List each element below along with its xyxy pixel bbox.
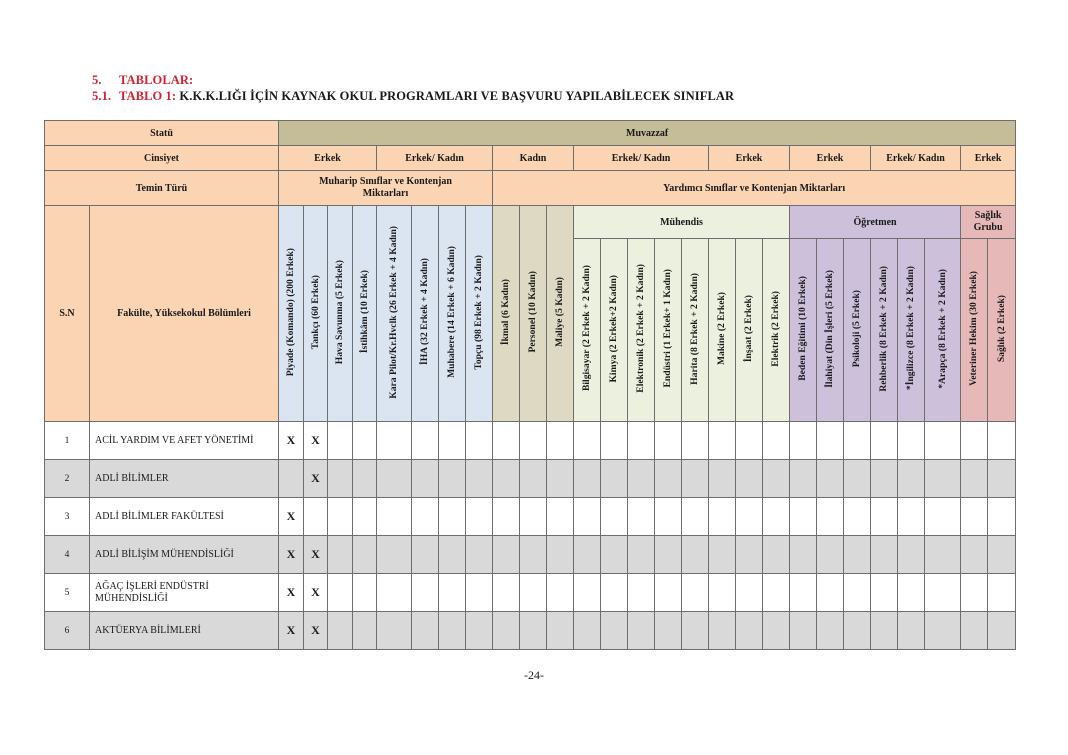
column-header: Personel (10 Kadın) <box>520 206 547 422</box>
cinsiyet-group: Erkek <box>709 146 790 171</box>
statu-label: Statü <box>45 121 279 146</box>
empty-cell <box>844 422 871 460</box>
empty-cell <box>709 612 736 650</box>
empty-cell <box>601 460 628 498</box>
row-faculty-name: AKTÜERYA BİLİMLERİ <box>90 612 279 650</box>
table-row <box>45 498 1016 536</box>
table-row <box>45 536 1016 574</box>
empty-cell <box>412 422 439 460</box>
empty-cell <box>655 536 682 574</box>
empty-cell <box>466 422 493 460</box>
empty-cell <box>871 422 898 460</box>
empty-cell <box>844 612 871 650</box>
eligibility-mark: X <box>279 536 304 574</box>
column-header: İlahiyat (Din İşleri (5 Erkek) <box>817 239 844 422</box>
empty-cell <box>988 498 1016 536</box>
empty-cell <box>817 574 844 612</box>
column-header: Elektrik (2 Erkek) <box>763 239 790 422</box>
empty-cell <box>493 574 520 612</box>
section-title: TABLOLAR: <box>119 73 194 87</box>
column-header: Muhabere (14 Erkek + 6 Kadın) <box>439 206 466 422</box>
row-sn: 5 <box>45 574 90 612</box>
cinsiyet-group: Erkek/ Kadın <box>574 146 709 171</box>
column-header: Tankçı (60 Erkek) <box>304 206 328 422</box>
cinsiyet-group: Erkek/ Kadın <box>377 146 493 171</box>
empty-cell <box>304 498 328 536</box>
empty-cell <box>547 498 574 536</box>
empty-cell <box>898 536 925 574</box>
empty-cell <box>439 612 466 650</box>
group-saglik: Sağlık Grubu <box>961 206 1016 239</box>
cinsiyet-label: Cinsiyet <box>45 146 279 171</box>
section-heading <box>92 73 193 88</box>
empty-cell <box>763 422 790 460</box>
cinsiyet-group: Erkek <box>961 146 1016 171</box>
empty-cell <box>574 574 601 612</box>
empty-cell <box>574 498 601 536</box>
empty-cell <box>377 536 412 574</box>
empty-cell <box>844 498 871 536</box>
empty-cell <box>844 536 871 574</box>
empty-cell <box>763 460 790 498</box>
empty-cell <box>682 536 709 574</box>
empty-cell <box>790 460 817 498</box>
empty-cell <box>439 574 466 612</box>
empty-cell <box>628 422 655 460</box>
empty-cell <box>279 460 304 498</box>
column-header: Piyade (Komando) (200 Erkek) <box>279 206 304 422</box>
empty-cell <box>682 612 709 650</box>
eligibility-mark: X <box>304 460 328 498</box>
empty-cell <box>871 498 898 536</box>
column-header: İnşaat (2 Erkek) <box>736 239 763 422</box>
empty-cell <box>925 574 961 612</box>
empty-cell <box>736 460 763 498</box>
row-sn: 6 <box>45 612 90 650</box>
column-header: Rehberlik (8 Erkek + 2 Kadın) <box>871 239 898 422</box>
page-number: -24- <box>524 668 544 682</box>
empty-cell <box>328 422 353 460</box>
empty-cell <box>736 422 763 460</box>
empty-cell <box>377 422 412 460</box>
empty-cell <box>655 460 682 498</box>
empty-cell <box>377 612 412 650</box>
empty-cell <box>353 422 377 460</box>
empty-cell <box>709 422 736 460</box>
empty-cell <box>412 498 439 536</box>
empty-cell <box>574 612 601 650</box>
empty-cell <box>628 612 655 650</box>
row-sn: 4 <box>45 536 90 574</box>
table-row <box>45 460 1016 498</box>
empty-cell <box>466 460 493 498</box>
empty-cell <box>817 422 844 460</box>
empty-cell <box>682 498 709 536</box>
column-header: Veteriner Hekim (30 Erkek) <box>961 239 988 422</box>
empty-cell <box>655 574 682 612</box>
empty-cell <box>574 460 601 498</box>
eligibility-mark: X <box>304 574 328 612</box>
column-header: İHA (32 Erkek + 4 Kadın) <box>412 206 439 422</box>
empty-cell <box>709 460 736 498</box>
table-body <box>45 422 1016 650</box>
empty-cell <box>763 498 790 536</box>
table-row <box>45 574 1016 612</box>
empty-cell <box>709 574 736 612</box>
empty-cell <box>709 536 736 574</box>
empty-cell <box>961 536 988 574</box>
empty-cell <box>377 498 412 536</box>
empty-cell <box>493 422 520 460</box>
empty-cell <box>988 422 1016 460</box>
empty-cell <box>466 498 493 536</box>
empty-cell <box>961 574 988 612</box>
section-number: 5. <box>92 73 102 87</box>
empty-cell <box>574 422 601 460</box>
column-header: İstihkâm (10 Erkek) <box>353 206 377 422</box>
eligibility-mark: X <box>279 498 304 536</box>
empty-cell <box>763 612 790 650</box>
row-sn: 2 <box>45 460 90 498</box>
empty-cell <box>790 422 817 460</box>
empty-cell <box>520 574 547 612</box>
empty-cell <box>547 612 574 650</box>
empty-cell <box>763 574 790 612</box>
empty-cell <box>601 536 628 574</box>
empty-cell <box>493 460 520 498</box>
empty-cell <box>925 460 961 498</box>
empty-cell <box>844 460 871 498</box>
empty-cell <box>961 460 988 498</box>
row-faculty-name: AĞAÇ İŞLERİ ENDÜSTRİ MÜHENDİSLİĞİ <box>90 574 279 612</box>
column-header: Endüstri (1 Erkek+ 1 Kadın) <box>655 239 682 422</box>
column-header: *İngilizce (8 Erkek + 2 Kadın) <box>898 239 925 422</box>
empty-cell <box>817 460 844 498</box>
empty-cell <box>925 422 961 460</box>
empty-cell <box>736 574 763 612</box>
empty-cell <box>871 574 898 612</box>
empty-cell <box>898 460 925 498</box>
empty-cell <box>601 574 628 612</box>
empty-cell <box>412 574 439 612</box>
empty-cell <box>328 498 353 536</box>
empty-cell <box>790 612 817 650</box>
column-header: İkmal (6 Kadın) <box>493 206 520 422</box>
empty-cell <box>547 460 574 498</box>
empty-cell <box>547 422 574 460</box>
eligibility-mark: X <box>304 422 328 460</box>
column-header: *Arapça (8 Erkek + 2 Kadın) <box>925 239 961 422</box>
empty-cell <box>790 498 817 536</box>
empty-cell <box>547 536 574 574</box>
temin-label: Temin Türü <box>45 171 279 206</box>
empty-cell <box>439 460 466 498</box>
eligibility-mark: X <box>279 612 304 650</box>
empty-cell <box>871 536 898 574</box>
empty-cell <box>574 536 601 574</box>
column-header: Sağlık (2 Erkek) <box>988 239 1016 422</box>
empty-cell <box>925 536 961 574</box>
cinsiyet-group: Erkek <box>279 146 377 171</box>
empty-cell <box>377 460 412 498</box>
eligibility-mark: X <box>304 536 328 574</box>
empty-cell <box>328 536 353 574</box>
table-row <box>45 612 1016 650</box>
column-header: Harita (8 Erkek + 2 Kadın) <box>682 239 709 422</box>
eligibility-mark: X <box>304 612 328 650</box>
faculty-header: Fakülte, Yüksekokul Bölümleri <box>90 206 279 422</box>
empty-cell <box>925 612 961 650</box>
empty-cell <box>466 612 493 650</box>
row-sn: 1 <box>45 422 90 460</box>
column-header: Makine (2 Erkek) <box>709 239 736 422</box>
empty-cell <box>682 422 709 460</box>
empty-cell <box>709 498 736 536</box>
row-faculty-name: ADLİ BİLİŞİM MÜHENDİSLİĞİ <box>90 536 279 574</box>
column-header: Topçu (98 Erkek + 2 Kadın) <box>466 206 493 422</box>
empty-cell <box>763 536 790 574</box>
empty-cell <box>520 498 547 536</box>
sn-header: S.N <box>45 206 90 422</box>
empty-cell <box>377 574 412 612</box>
empty-cell <box>844 574 871 612</box>
empty-cell <box>353 460 377 498</box>
empty-cell <box>961 612 988 650</box>
column-header: Bilgisayar (2 Erkek + 2 Kadın) <box>574 239 601 422</box>
empty-cell <box>655 612 682 650</box>
column-header: Elektronik (2 Erkek + 2 Kadın) <box>628 239 655 422</box>
empty-cell <box>817 536 844 574</box>
group-muhendis: Mühendis <box>574 206 790 239</box>
empty-cell <box>682 460 709 498</box>
table-heading <box>92 89 734 104</box>
empty-cell <box>439 536 466 574</box>
empty-cell <box>655 498 682 536</box>
empty-cell <box>601 422 628 460</box>
source-programs-table <box>44 120 1016 650</box>
empty-cell <box>601 498 628 536</box>
temin-yardimci: Yardımcı Sınıflar ve Kontenjan Miktarları <box>493 171 1016 206</box>
empty-cell <box>466 536 493 574</box>
empty-cell <box>628 536 655 574</box>
empty-cell <box>353 498 377 536</box>
row-faculty-name: ADLİ BİLİMLER <box>90 460 279 498</box>
empty-cell <box>601 612 628 650</box>
empty-cell <box>547 574 574 612</box>
empty-cell <box>412 612 439 650</box>
empty-cell <box>520 612 547 650</box>
empty-cell <box>520 422 547 460</box>
temin-muharip: Muharip Sınıflar ve Kontenjan Miktarları <box>279 171 493 206</box>
table-heading-title: K.K.K.LIĞI İÇİN KAYNAK OKUL PROGRAMLARI VE BAŞVURU YAPILABİLECEK SINIFLAR <box>179 89 735 103</box>
empty-cell <box>790 574 817 612</box>
empty-cell <box>898 498 925 536</box>
empty-cell <box>328 460 353 498</box>
column-header: Kimya (2 Erkek+2 Kadın) <box>601 239 628 422</box>
cinsiyet-group: Erkek/ Kadın <box>871 146 961 171</box>
empty-cell <box>790 536 817 574</box>
column-header: Kara Pilot/Kr.Hvclk (26 Erkek + 4 Kadın) <box>377 206 412 422</box>
empty-cell <box>628 498 655 536</box>
empty-cell <box>520 536 547 574</box>
empty-cell <box>682 574 709 612</box>
empty-cell <box>898 574 925 612</box>
column-header: Beden Eğitimi (10 Erkek) <box>790 239 817 422</box>
empty-cell <box>736 612 763 650</box>
empty-cell <box>353 612 377 650</box>
empty-cell <box>988 574 1016 612</box>
row-faculty-name: ACİL YARDIM VE AFET YÖNETİMİ <box>90 422 279 460</box>
empty-cell <box>736 498 763 536</box>
empty-cell <box>493 498 520 536</box>
empty-cell <box>961 422 988 460</box>
table-row <box>45 422 1016 460</box>
empty-cell <box>412 536 439 574</box>
cinsiyet-group: Kadın <box>493 146 574 171</box>
empty-cell <box>871 612 898 650</box>
empty-cell <box>988 460 1016 498</box>
column-header: Maliye (5 Kadın) <box>547 206 574 422</box>
empty-cell <box>628 574 655 612</box>
empty-cell <box>961 498 988 536</box>
eligibility-mark: X <box>279 422 304 460</box>
group-ogretmen: Öğretmen <box>790 206 961 239</box>
empty-cell <box>328 612 353 650</box>
empty-cell <box>328 574 353 612</box>
empty-cell <box>898 612 925 650</box>
empty-cell <box>520 460 547 498</box>
empty-cell <box>988 612 1016 650</box>
eligibility-mark: X <box>279 574 304 612</box>
row-sn: 3 <box>45 498 90 536</box>
empty-cell <box>871 460 898 498</box>
empty-cell <box>817 612 844 650</box>
empty-cell <box>353 574 377 612</box>
row-faculty-name: ADLİ BİLİMLER FAKÜLTESİ <box>90 498 279 536</box>
empty-cell <box>466 574 493 612</box>
empty-cell <box>898 422 925 460</box>
empty-cell <box>493 536 520 574</box>
empty-cell <box>817 498 844 536</box>
empty-cell <box>925 498 961 536</box>
column-header: Hava Savunma (5 Erkek) <box>328 206 353 422</box>
empty-cell <box>439 498 466 536</box>
empty-cell <box>493 612 520 650</box>
empty-cell <box>439 422 466 460</box>
empty-cell <box>736 536 763 574</box>
column-header: Psikoloji (5 Erkek) <box>844 239 871 422</box>
table-heading-label: TABLO 1: <box>119 89 177 103</box>
empty-cell <box>988 536 1016 574</box>
empty-cell <box>628 460 655 498</box>
table-heading-number: 5.1. <box>92 89 112 103</box>
empty-cell <box>655 422 682 460</box>
statu-value: Muvazzaf <box>279 121 1016 146</box>
empty-cell <box>412 460 439 498</box>
empty-cell <box>353 536 377 574</box>
cinsiyet-group: Erkek <box>790 146 871 171</box>
